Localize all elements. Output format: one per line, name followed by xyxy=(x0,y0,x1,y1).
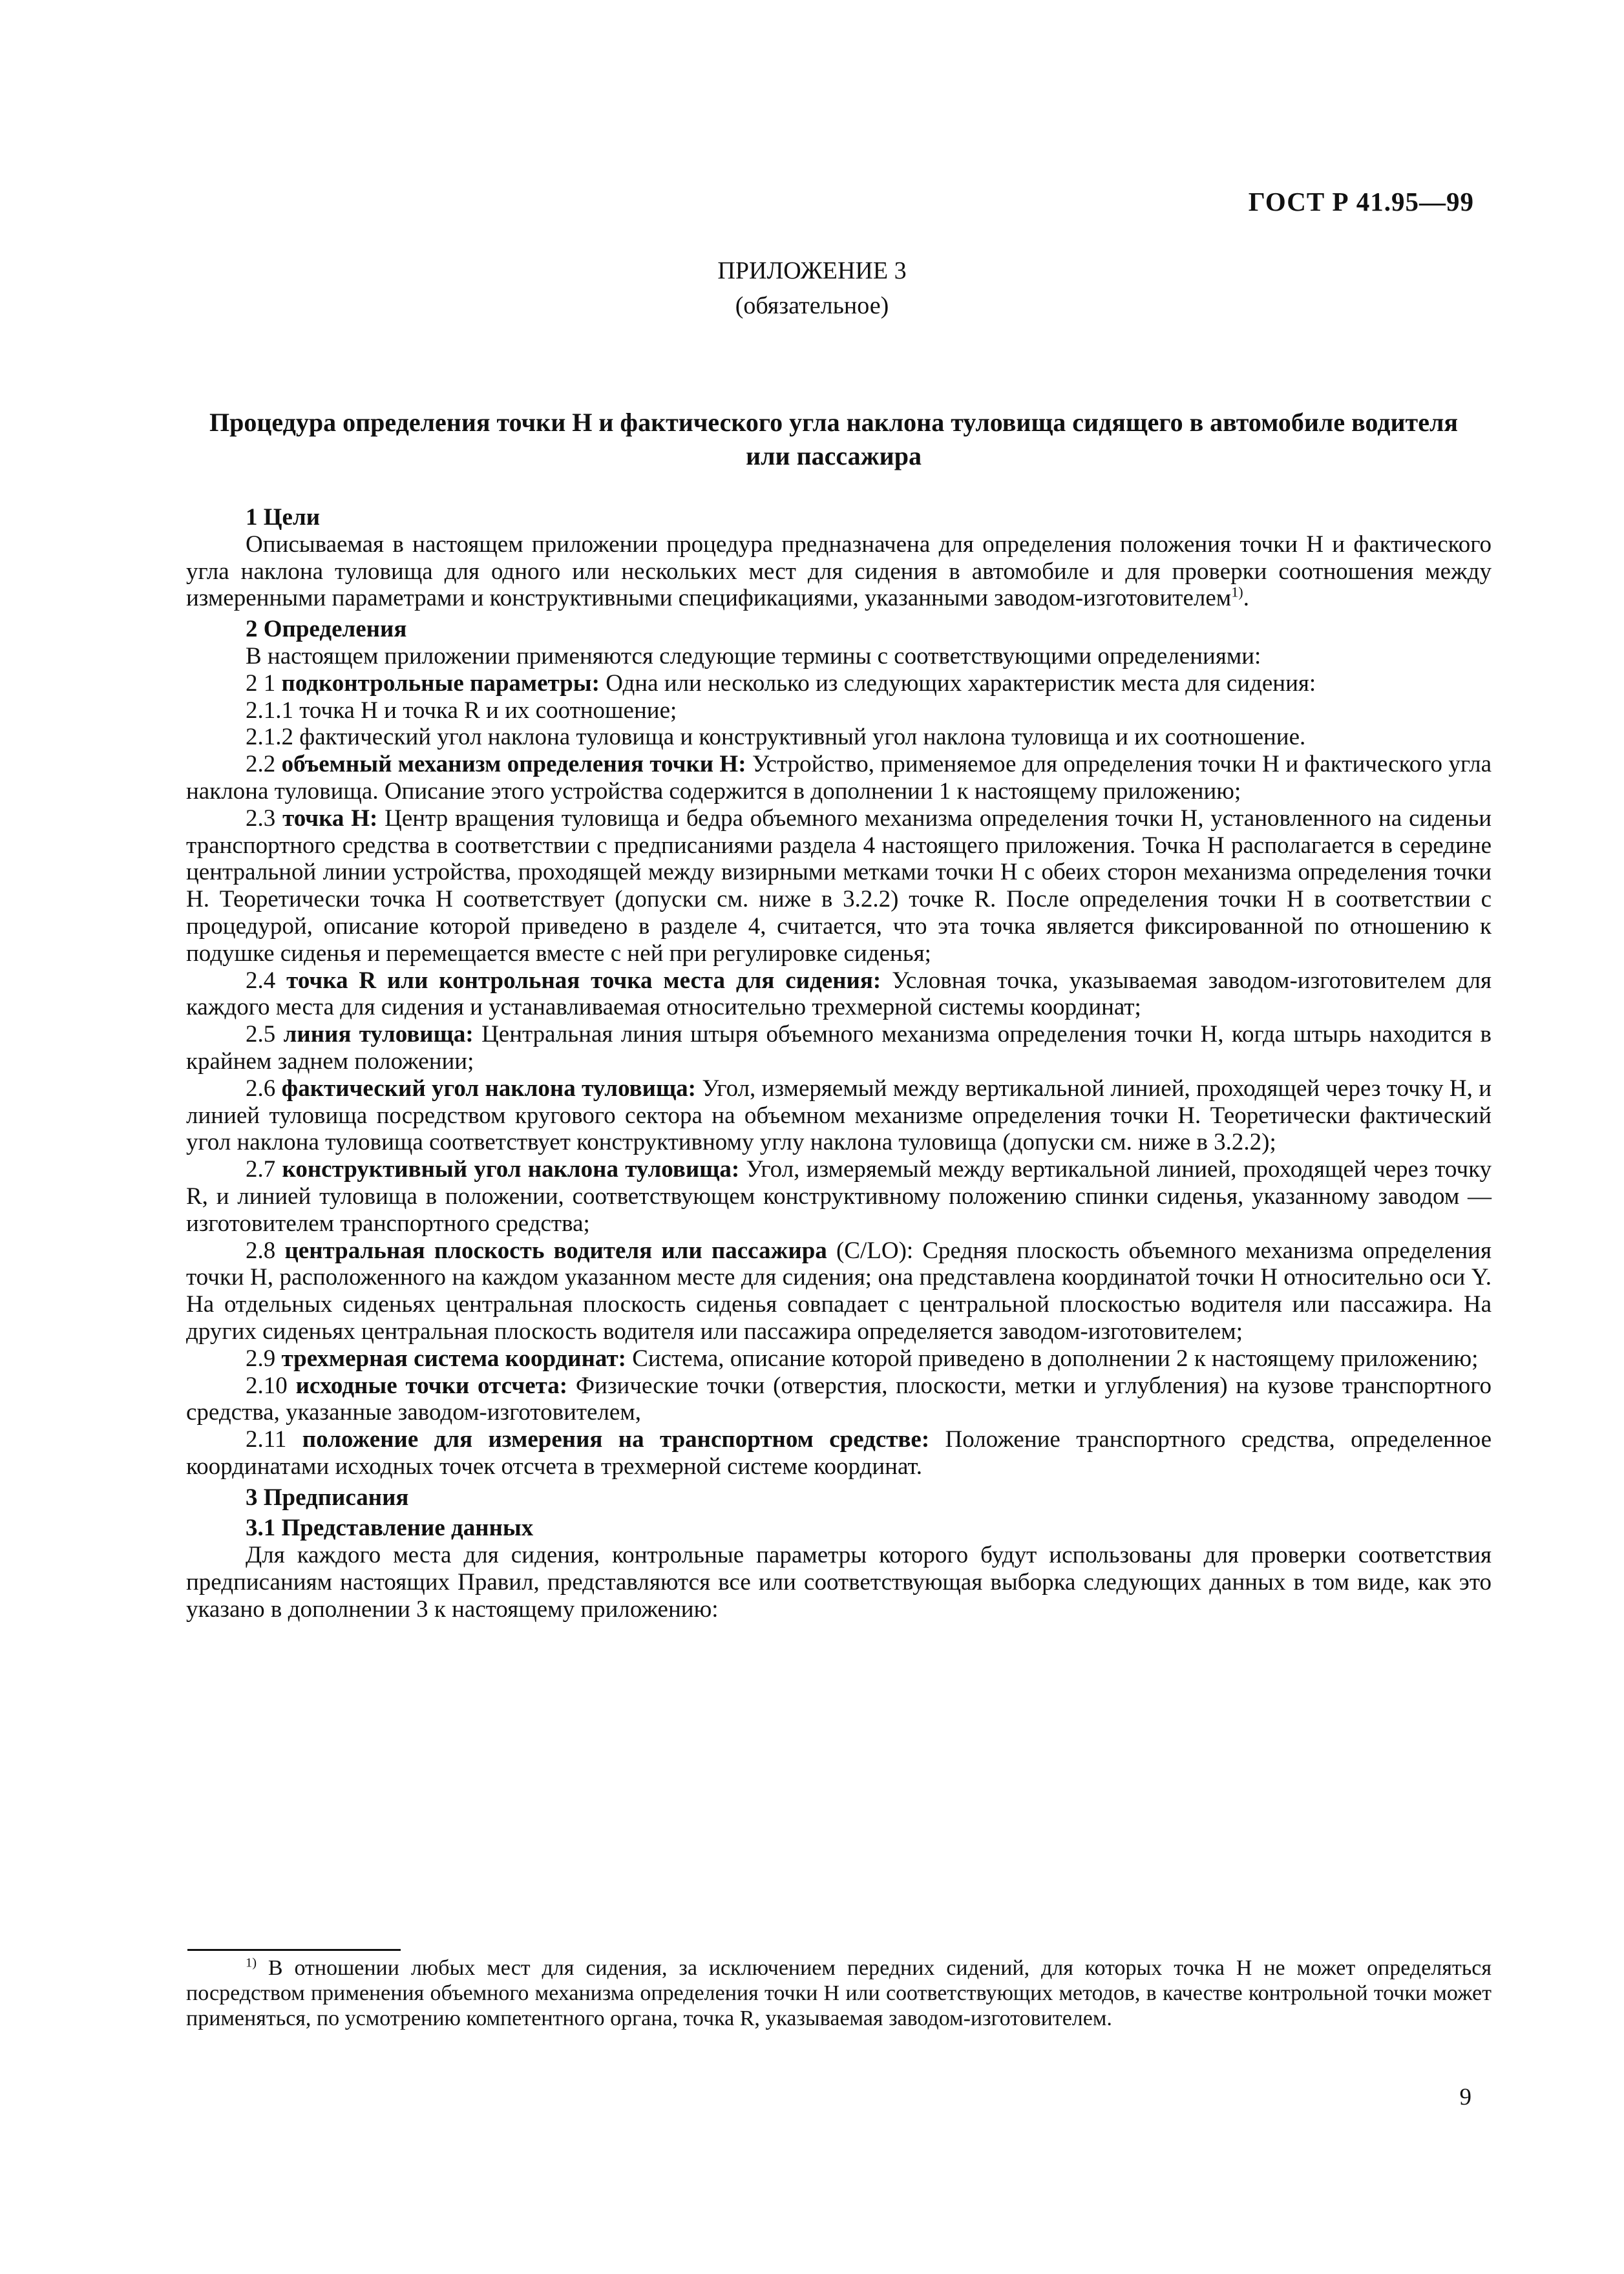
definition: 2.9 трехмерная система координат: Система, описание которой приведено в дополнении 2 к настоящему приложению; xyxy=(246,1345,1479,1372)
page-number: 9 xyxy=(1459,2084,1471,2111)
footnote-divider xyxy=(187,1949,401,1951)
paragraph: Описываемая в настоящем приложении процедура предназначена для определения положения точки H и фактического угла наклона туловища для одного или нескольких мест для сидения в автомобиле и для проверки соотношения между измеренными параметрами и конструктивными спецификациями, указанными заводом-изготовителем$^{1)}$. xyxy=(186,531,1492,612)
paragraph: Для каждого места для сидения, контрольные параметры которого будут использованы для проверки соответствия предписаниям настоящих Правил, представляются все или соответствующая выборка следующих данных в том виде, как это указано в дополнении 3 к настоящему приложению: xyxy=(186,1542,1492,1623)
definition: 2.5 линия туловища: Центральная линия штыря объемного механизма определения точки H, когда штырь находится в крайнем заднем положении; xyxy=(186,1021,1492,1075)
document-body xyxy=(186,500,1492,1623)
annex-label: ПРИЛОЖЕНИЕ 3 xyxy=(717,257,907,284)
term: точка H: xyxy=(282,805,378,832)
definition-sub: 2.1.2 фактический угол наклона туловища и конструктивный угол наклона туловища и их соотношение. xyxy=(246,724,1306,751)
term: линия туловища: xyxy=(283,1021,474,1048)
term: конструктивный угол наклона туловища: xyxy=(282,1156,740,1183)
footnote-mark: 1) xyxy=(246,1955,257,1970)
term: объемный механизм определения точки H: xyxy=(281,751,746,778)
definition: 2.10 исходные точки отсчета: Физические точки (отверстия, плоскости, метки и углубления) на кузове транспортного средства, указанные заводом-изготовителем, xyxy=(186,1372,1492,1426)
term: положение для измерения на транспортном средстве: xyxy=(302,1426,930,1453)
term: подконтрольные параметры: xyxy=(281,669,600,697)
term: фактический угол наклона туловища: xyxy=(281,1075,697,1102)
definition: 2.11 положение для измерения на транспортном средстве: Положение транспортного средства, определенное координатами исходных точек отсчета в трехмерной системе координат. xyxy=(186,1426,1492,1480)
term: трехмерная система координат: xyxy=(281,1345,626,1372)
definition: 2.4 точка R или контрольная точка места для сидения: Условная точка, указываемая заводом-изготовителем для каждого места для сидения и устанавливаемая относительно трехмерной системы координат; xyxy=(186,967,1492,1021)
paragraph: В настоящем приложении применяются следующие термины с соответствующими определениями: xyxy=(246,642,1261,669)
definition-sub: 2.1.1 точка H и точка R и их соотношение; xyxy=(246,697,677,724)
section-heading: 2 Определения xyxy=(246,616,407,643)
footnote-reference[interactable]: 1) xyxy=(1231,584,1243,601)
definition: 2.8 центральная плоскость водителя или пассажира (C/LO): Средняя плоскость объемного механизма определения точки H, расположенного на каждом указанном месте для сидения; она представлена координатой точки H относительно оси Y. На отдельных сиденьях центральная плоскость сиденья совпадает с центральной плоскостью водителя или пассажира. На других сиденьях центральная плоскость водителя или пассажира определяется заводом-изготовителем; xyxy=(186,1237,1492,1345)
document-code: ГОСТ Р 41.95—99 xyxy=(1248,187,1474,216)
annex-header xyxy=(0,253,1624,323)
definition: 2.7 конструктивный угол наклона туловища: Угол, измеряемый между вертикальной линией, проходящей через точку R, и линией туловища в положении, соответствующем конструктивному положению спинки сиденья, указанному заводом — изготовителем транспортного средства; xyxy=(186,1156,1492,1237)
term: точка R или контрольная точка места для сидения: xyxy=(286,967,881,994)
section-heading: 3 Предписания xyxy=(246,1484,409,1511)
definition: 2.6 фактический угол наклона туловища: Угол, измеряемый между вертикальной линией, проходящей через точку H, и линией туловища посредством кругового сектора на объемном механизме определения точки H. Теоретически фактический угол наклона туловища соответствует конструктивному углу наклона туловища (допуски см. ниже в 3.2.2); xyxy=(186,1075,1492,1156)
annex-status: (обязательное) xyxy=(735,292,889,319)
definition: 2.3 точка H: Центр вращения туловища и бедра объемного механизма определения точки H, установленного на сиденьи транспортного средства в соответствии с предписаниями раздела 4 настоящего приложения. Точка H располагается в середине центральной линии устройства, проходящей между визирными метками точки H с обеих сторон механизма определения точки H. Теоретически точка H соответствует (допуски см. ниже в 3.2.2) точке R. После определения точки H в соответствии с процедурой, описание которой приведено в разделе 4, считается, что эта точка является фиксированной по отношению к подушке сиденья и перемещается вместе с ней при регулировке сиденья; xyxy=(186,805,1492,967)
subsection-heading: 3.1 Представление данных xyxy=(246,1515,534,1542)
definition: 2 1 подконтрольные параметры: Одна или несколько из следующих характеристик места для сидения: xyxy=(246,669,1316,697)
definition: 2.2 объемный механизм определения точки H: Устройство, применяемое для определения точки H и фактического угла наклона туловища. Описание этого устройства содержится в дополнении 1 к настоящему приложению; xyxy=(186,751,1492,805)
section-heading: 1 Цели xyxy=(246,504,321,531)
term: центральная плоскость водителя или пассажира xyxy=(284,1237,827,1264)
document-title: Процедура определения точки H и фактического угла наклона туловища сидящего в автомобиле водителя или пассажира xyxy=(209,408,1459,470)
footnote-text: В отношении любых мест для сидения, за исключением передних сидений, для которых точка H не может определяться посредством применения объемного механизма определения точки H или соответствующих методов, в качестве контрольной точки может применяться, по усмотрению компетентного органа, точка R, указываемая заводом-изготовителем. xyxy=(186,1956,1492,2030)
term: исходные точки отсчета: xyxy=(295,1372,568,1399)
footnote xyxy=(186,1955,1492,2031)
